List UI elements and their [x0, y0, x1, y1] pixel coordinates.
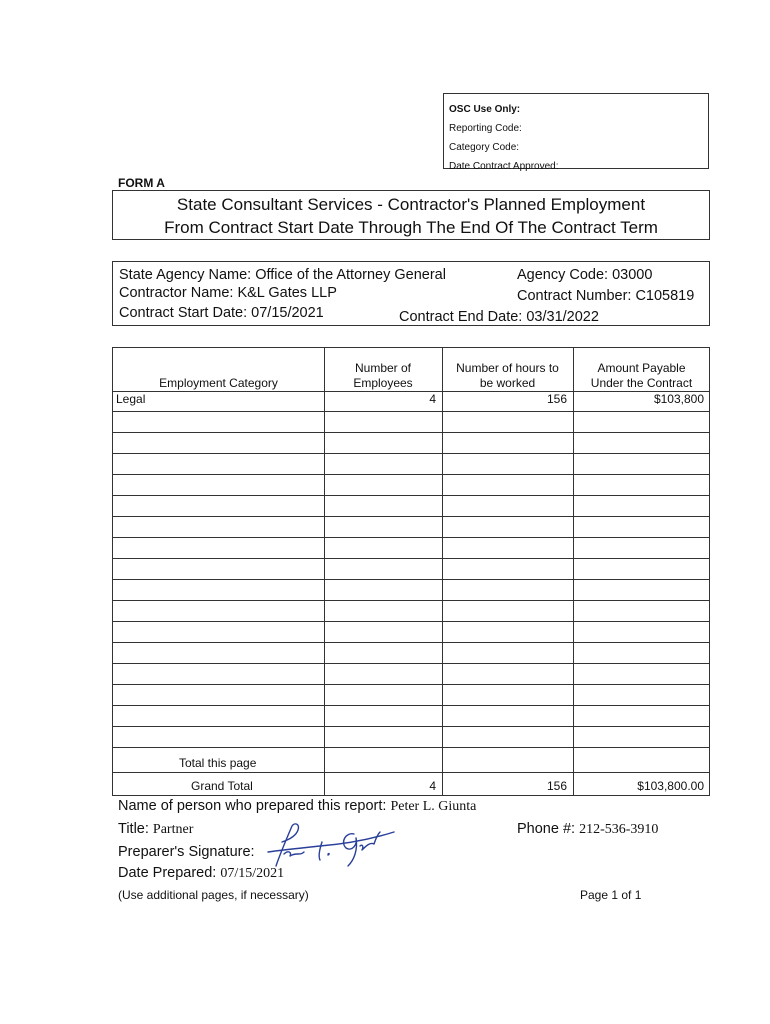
row-divider [113, 621, 709, 622]
row-divider [113, 474, 709, 475]
form-label: FORM A [118, 176, 165, 190]
additional-pages-note: (Use additional pages, if necessary) [118, 888, 309, 902]
date-contract-approved-label: Date Contract Approved: [449, 161, 559, 172]
contract-end-date: Contract End Date: 03/31/2022 [399, 309, 599, 325]
grand-total-amount: $103,800.00 [637, 779, 704, 793]
row-divider [113, 558, 709, 559]
prepared-by-field [118, 798, 476, 815]
agency-code: Agency Code: 03000 [517, 267, 653, 283]
form-title-line-1: State Consultant Services - Contractor's Planned Employment [176, 195, 646, 214]
category-code-label: Category Code: [449, 142, 520, 153]
row-divider [113, 705, 709, 706]
employment-table [112, 347, 710, 796]
header-employment-category: Employment Category [159, 376, 278, 390]
prepared-by-value: Peter L. Giunta [390, 799, 477, 814]
row-divider [113, 747, 709, 748]
header-amount-payable: Amount Payable Under the Contract [590, 361, 693, 390]
row-divider [113, 537, 709, 538]
grand-total-hours: 156 [546, 779, 567, 793]
row-divider [113, 642, 709, 643]
contractor-name: Contractor Name: K&L Gates LLP [119, 285, 337, 301]
row-divider [113, 600, 709, 601]
handwritten-signature [262, 820, 402, 870]
row-divider [113, 772, 709, 773]
agency-name: State Agency Name: Office of the Attorney General [119, 267, 446, 283]
date-prepared-label: Date Prepared: [118, 865, 217, 881]
column-divider [442, 348, 443, 795]
osc-heading: OSC Use Only: [449, 104, 521, 115]
row-1-amount: $103,800 [653, 392, 704, 406]
title-field [118, 821, 193, 838]
date-prepared-field [118, 865, 284, 882]
phone-value: 212-536-3910 [579, 822, 659, 837]
row-1-employees: 4 [429, 392, 436, 406]
osc-use-only-box [443, 93, 709, 172]
row-divider [113, 726, 709, 727]
date-prepared-value: 07/15/2021 [220, 866, 285, 881]
title-label: Title: [118, 821, 149, 837]
contract-info-box [112, 261, 710, 326]
phone-field [517, 821, 658, 838]
form-title-box [112, 190, 710, 240]
row-divider [113, 579, 709, 580]
grand-total-employees: 4 [429, 779, 436, 793]
form-title-line-2: From Contract Start Date Through The End Of The Contract Term [164, 218, 658, 237]
page-number: Page 1 of 1 [580, 888, 642, 902]
row-divider [113, 432, 709, 433]
row-1-hours: 156 [546, 392, 567, 406]
phone-label: Phone #: [517, 821, 576, 837]
reporting-code-label: Reporting Code: [449, 123, 522, 134]
prepared-by-label: Name of person who prepared this report: [118, 798, 387, 814]
header-number-of-employees: Number of Employees [353, 361, 413, 390]
row-divider [113, 453, 709, 454]
total-this-page-label: Total this page [179, 756, 257, 770]
column-divider [573, 348, 574, 795]
row-divider [113, 495, 709, 496]
row-divider [113, 684, 709, 685]
row-divider [113, 516, 709, 517]
row-1-category: Legal [116, 392, 146, 406]
row-divider [113, 411, 709, 412]
grand-total-label: Grand Total [191, 779, 253, 793]
signature-label: Preparer's Signature: [118, 844, 255, 860]
title-value: Partner [152, 822, 194, 837]
contract-number: Contract Number: C105819 [517, 288, 695, 304]
contract-start-date: Contract Start Date: 07/15/2021 [119, 305, 324, 321]
header-number-of-hours: Number of hours to be worked [456, 361, 559, 390]
column-divider [324, 348, 325, 795]
row-divider [113, 663, 709, 664]
